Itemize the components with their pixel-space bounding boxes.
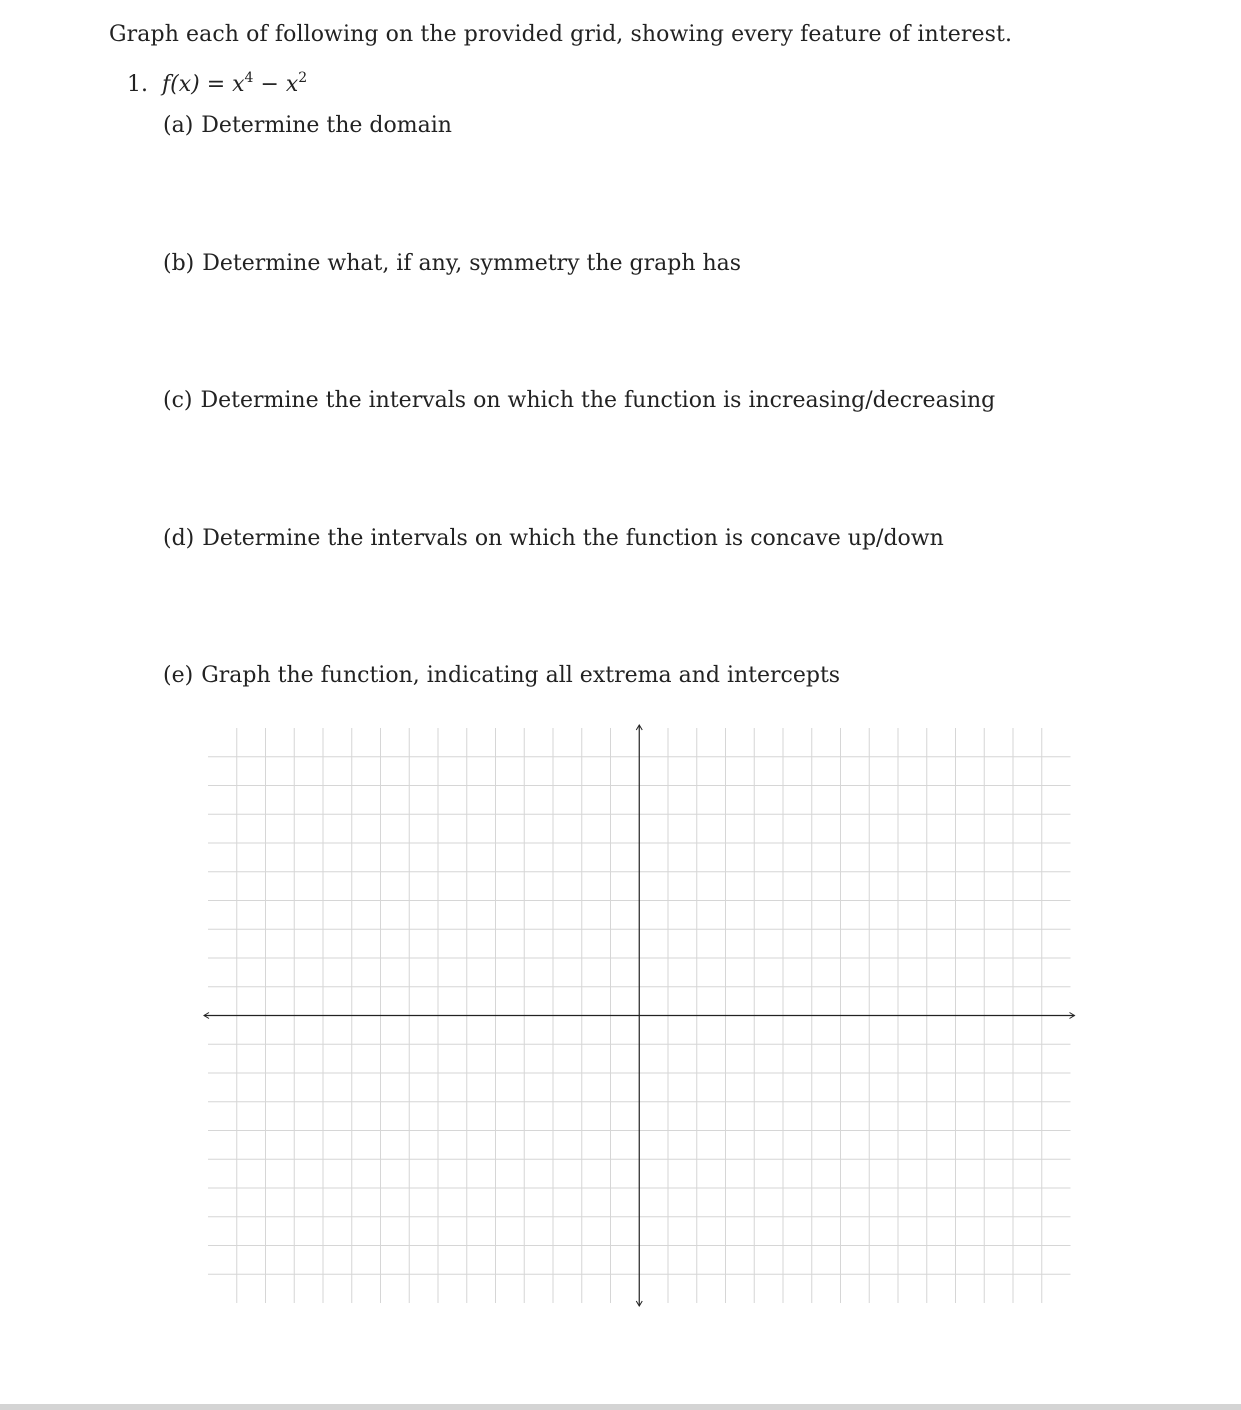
part-label: (c) (163, 388, 193, 413)
part-label: (d) (163, 526, 195, 551)
graph-grid-container (200, 722, 1080, 1312)
function-minus-term: − x (253, 72, 299, 97)
part-label: (a) (163, 113, 194, 138)
part-text: Determine the intervals on which the function is increasing/decreasing (200, 388, 996, 413)
part-b (163, 251, 741, 276)
part-label: (b) (163, 251, 195, 276)
part-d (163, 526, 944, 551)
part-text: Determine what, if any, symmetry the graph has (202, 251, 742, 276)
problem-1 (127, 70, 307, 97)
part-a (163, 113, 452, 138)
instructions-text: Graph each of following on the provided grid, showing every feature of interest. (109, 22, 1013, 47)
function-definition (162, 72, 307, 97)
graph-grid[interactable] (200, 722, 1080, 1312)
part-text: Determine the domain (201, 113, 452, 138)
exponent-4: 4 (244, 70, 254, 86)
problem-number: 1. (127, 72, 148, 97)
exponent-2: 2 (298, 70, 308, 86)
part-label: (e) (163, 663, 194, 688)
part-e (163, 663, 840, 688)
part-text: Graph the function, indicating all extrema and intercepts (201, 663, 841, 688)
function-lhs: f(x) = x (162, 72, 245, 97)
part-c (163, 388, 995, 413)
part-text: Determine the intervals on which the function is concave up/down (202, 526, 944, 551)
bottom-scrollbar-strip (0, 1404, 1241, 1410)
